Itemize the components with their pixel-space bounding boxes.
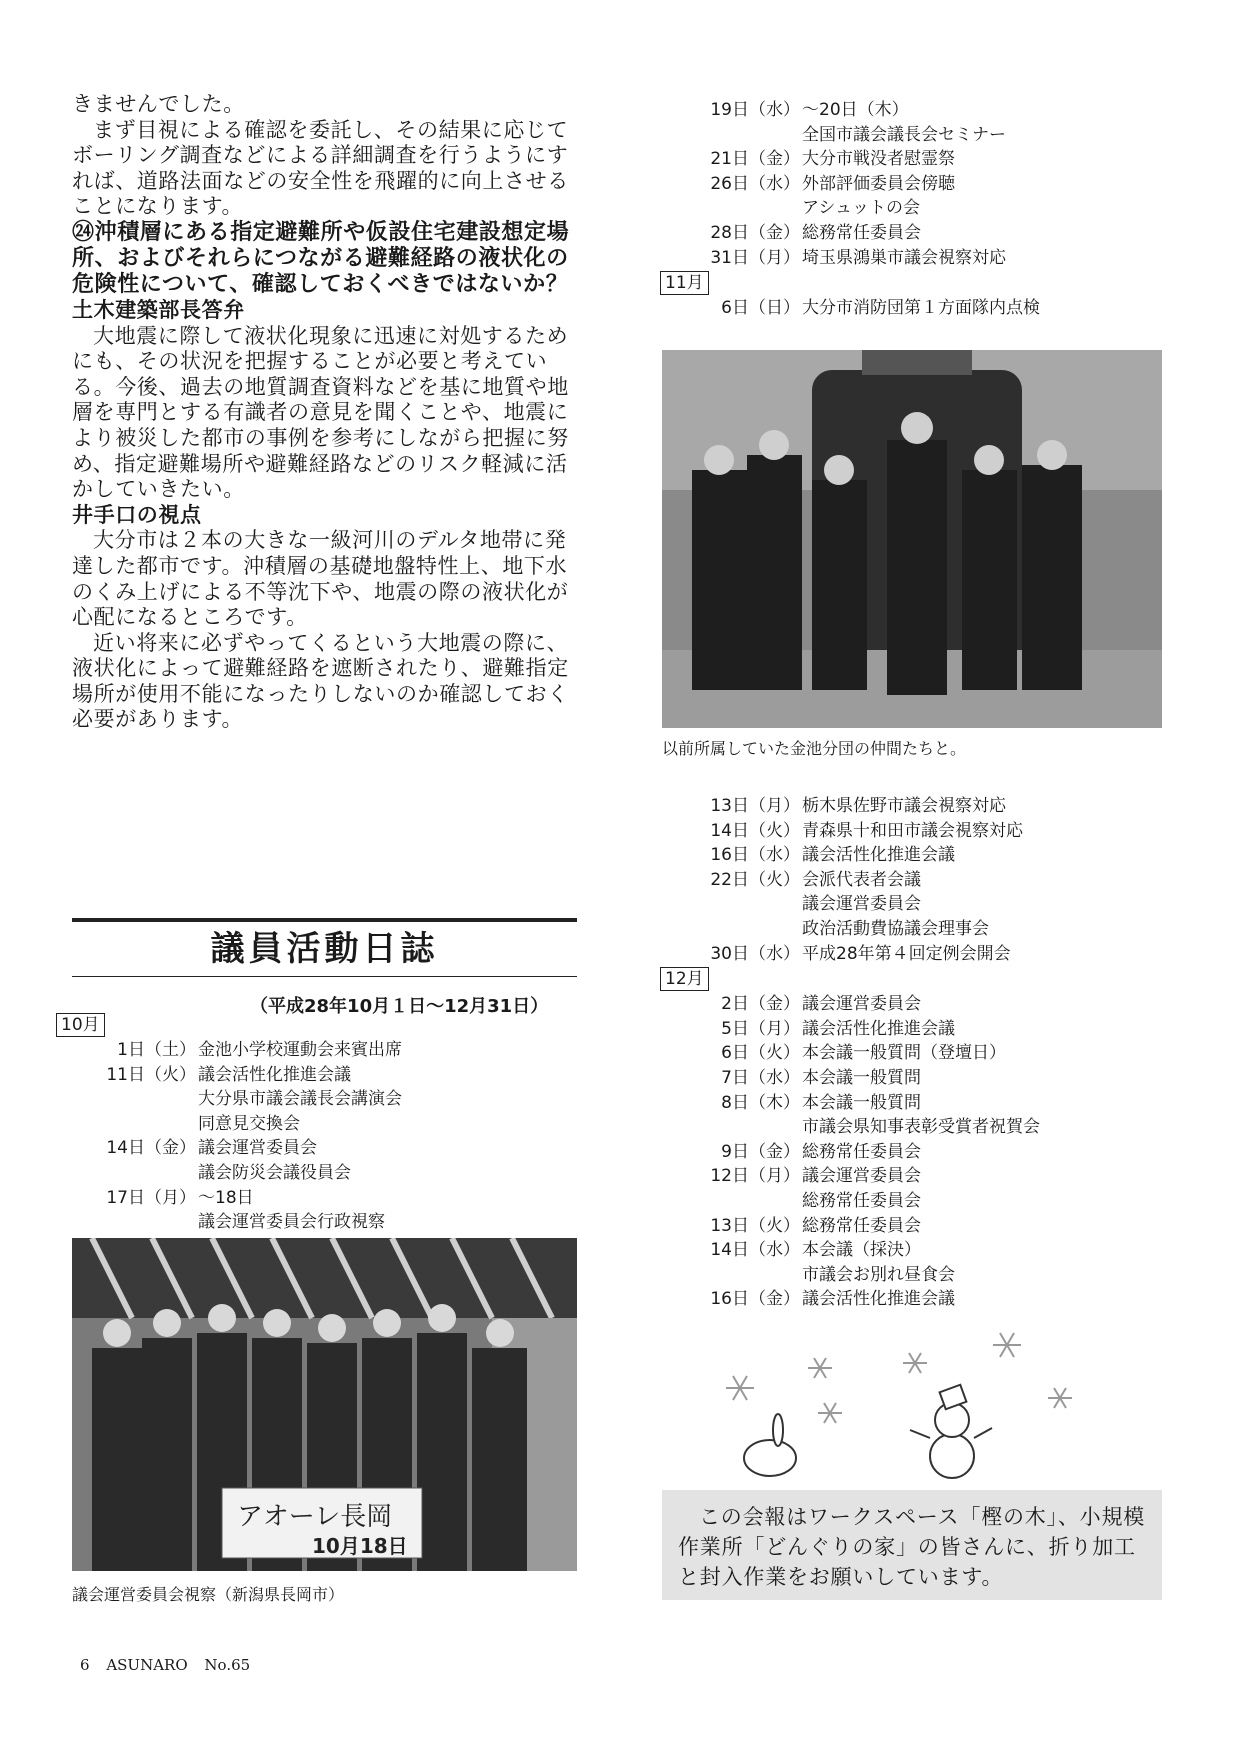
diary-event: 大分県市議会議長会講演会 [198, 1089, 402, 1110]
rabbit-icon [744, 1414, 796, 1476]
diary-entry [660, 794, 1175, 819]
diary-date: 13日（月） [710, 796, 800, 816]
diary-entry [660, 1164, 1175, 1189]
diary-event: 議会運営委員会 [802, 894, 921, 915]
diary-event: 議会運営委員会 [198, 1138, 317, 1159]
diary-entry [660, 992, 1175, 1017]
diary-date: 19日（水） [710, 100, 800, 120]
diary-entry [660, 1115, 1175, 1140]
diary-date: 31日（月） [710, 247, 800, 268]
diary-event: 議会運営委員会行政視察 [198, 1212, 385, 1233]
firefighters-photo [662, 350, 1162, 728]
photo-sign-date: 10月18日 [312, 1534, 408, 1558]
article-body [72, 92, 580, 733]
diary-event: 市議会県知事表彰受賞者祝賀会 [802, 1117, 1040, 1138]
month-label-december: 12月 [660, 967, 709, 991]
diary-entry [660, 1091, 1175, 1116]
diary-date: 14日（水） [710, 1240, 800, 1261]
snowflake-icon [726, 1333, 1072, 1423]
diary-entry [56, 1112, 576, 1137]
diary-event: 平成28年第４回定例会開会 [802, 943, 1011, 964]
diary-entry [660, 172, 1175, 197]
diary-list [660, 98, 1175, 270]
diary-entry [660, 819, 1175, 844]
diary-date: 1日（土） [117, 1040, 196, 1060]
diary-entry [660, 1238, 1175, 1263]
viewpoint-heading: 井手口の視点 [72, 502, 202, 527]
page-number: 6 [80, 1656, 90, 1674]
diary-date: 16日（金） [710, 1289, 800, 1310]
diary-date: 14日（火） [710, 820, 800, 841]
diary-entry [56, 1087, 576, 1112]
diary-event: 外部評価委員会傍聴 [802, 173, 955, 194]
diary-event: 議会活性化推進会議 [802, 1018, 955, 1039]
diary-event: 市議会お別れ昼食会 [802, 1264, 955, 1285]
issue-number: No.65 [204, 1656, 251, 1674]
diary-date: 6日（火） [721, 1043, 800, 1064]
diary-date: 12日（月） [710, 1166, 800, 1187]
diary-date: 11日（火） [106, 1064, 196, 1085]
diary-event: 大分市消防団第１方面隊内点検 [802, 298, 1040, 319]
diary-october [56, 1012, 576, 1235]
diary-entry [660, 1214, 1175, 1239]
diary-event: 総務常任委員会 [802, 1190, 921, 1211]
diary-date: 7日（水） [721, 1067, 800, 1088]
diary-entry [660, 246, 1175, 271]
diary-event: 本会議一般質問（登壇日） [802, 1043, 1006, 1064]
diary-event: 全国市議会議長会セミナー [802, 124, 1006, 145]
answer-heading: 土木建築部長答弁 [72, 297, 245, 322]
diary-entry [660, 221, 1175, 246]
diary-entry [56, 1063, 576, 1088]
diary-date: 14日（金） [106, 1138, 196, 1159]
firefighters-photo-caption: 以前所属していた金池分団の仲間たちと。 [662, 739, 967, 758]
diary-entry [56, 1161, 576, 1186]
diary-date: 30日（水） [710, 943, 800, 964]
diary-entry [56, 1186, 576, 1211]
diary-event: 総務常任委員会 [802, 1141, 921, 1162]
diary-event: 埼玉県鴻巣市議会視察対応 [802, 247, 1006, 268]
diary-list [660, 992, 1175, 1312]
diary-event: ～20日（木） [802, 100, 909, 120]
diary-event: 同意見交換会 [198, 1113, 300, 1134]
diary-event: 青森県十和田市議会視察対応 [802, 820, 1023, 841]
diary-entry [660, 147, 1175, 172]
diary-list [660, 296, 1175, 321]
snowman-icon [910, 1385, 992, 1478]
diary-event: 会派代表者会議 [802, 869, 921, 890]
diary-date: 26日（水） [710, 173, 800, 194]
diary-date: 9日（金） [721, 1141, 800, 1162]
diary-entry [660, 942, 1175, 967]
diary-entry [660, 843, 1175, 868]
diary-event: 総務常任委員会 [802, 222, 921, 243]
publication-name: ASUNARO [106, 1656, 188, 1674]
nagaoka-photo-caption: 議会運営委員会視察（新潟県長岡市） [72, 1585, 345, 1604]
diary-event: 大分市戦没者慰霊祭 [802, 149, 955, 170]
winter-illustration [700, 1318, 1120, 1483]
diary-entry [660, 296, 1175, 321]
diary-event: 本会議一般質問 [802, 1067, 921, 1088]
paragraph: まず目視による確認を委託し、その結果に応じてボーリング調査などによる詳細調査を行うようにすれば、道路法面などの安全性を飛躍的に向上させることになります。 [72, 117, 569, 219]
diary-date: 8日（木） [721, 1092, 800, 1113]
diary-event: 議会活性化推進会議 [802, 1289, 955, 1310]
diary-entry [56, 1210, 576, 1235]
diary-date: 21日（金） [710, 149, 800, 170]
photo-sign-text: アオーレ長岡 [237, 1502, 393, 1532]
diary-entry [660, 1041, 1175, 1066]
diary-event: 本会議一般質問 [802, 1092, 921, 1113]
diary-event: ～18日 [198, 1187, 254, 1208]
diary-november-december [660, 794, 1175, 1312]
diary-event: 本会議（採決） [802, 1240, 921, 1261]
diary-entry [660, 1140, 1175, 1165]
diary-date: 6日（日） [721, 298, 800, 319]
diary-event: アシュットの会 [802, 198, 920, 219]
diary-entry [660, 892, 1175, 917]
page-footer [80, 1656, 262, 1674]
diary-event: 議会運営委員会 [802, 994, 921, 1015]
diary-entry [56, 1038, 576, 1063]
diary-date: 2日（金） [721, 994, 800, 1015]
diary-date: 16日（水） [710, 845, 800, 866]
diary-list [56, 1038, 576, 1235]
diary-event: 総務常任委員会 [802, 1215, 921, 1236]
diary-entry [660, 1017, 1175, 1042]
diary-entry [56, 1136, 576, 1161]
viewpoint-text: 大分市は２本の大きな一級河川のデルタ地帯に発達した都市です。沖積層の基礎地盤特性上、地下水のくみ上げによる不等沈下や、地震の際の液状化が心配になるところです。 [72, 528, 569, 630]
month-label-october: 10月 [56, 1013, 105, 1037]
question-heading: ㉔沖積層にある指定避難所や仮設住宅建設想定場所、およびそれらにつながる避難経路の液状化の危険性について、確認しておくべきではないか？ [72, 219, 570, 297]
diary-event: 議会活性化推進会議 [198, 1064, 351, 1085]
diary-entry [660, 98, 1175, 123]
diary-event: 栃木県佐野市議会視察対応 [802, 796, 1006, 816]
diary-date: 13日（火） [710, 1215, 800, 1236]
diary-entry [660, 1189, 1175, 1214]
diary-list [660, 794, 1175, 966]
diary-date: 22日（火） [710, 869, 800, 890]
nagaoka-photo [72, 1238, 577, 1571]
month-label-november: 11月 [660, 271, 709, 295]
diary-event: 金池小学校運動会来賓出席 [198, 1040, 402, 1060]
diary-date: 28日（金） [710, 222, 800, 243]
diary-event: 議会運営委員会 [802, 1166, 921, 1187]
diary-date: 17日（月） [106, 1187, 196, 1208]
notice-box: この会報はワークスペース「樫の木」、小規模作業所「どんぐりの家」の皆さんに、折り加工と封入作業をお願いしています。 [662, 1490, 1162, 1600]
diary-date: 5日（月） [721, 1018, 800, 1039]
answer-text: 大地震に際して液状化現象に迅速に対処するためにも、その状況を把握することが必要と考えている。今後、過去の地質調査資料などを基に地質や地層を専門とする有識者の意見を聞くことや、地震により被災した都市の事例を参考にしながら把握に努め、指定避難場所や避難経路などのリスク軽減に活かしていきたい。 [72, 323, 569, 502]
diary-entry [660, 868, 1175, 893]
diary-entry [660, 1287, 1175, 1312]
diary-entry [660, 917, 1175, 942]
paragraph: きませんでした。 [72, 92, 245, 116]
diary-october-continued [660, 98, 1175, 321]
diary-event: 議会活性化推進会議 [802, 845, 955, 866]
diary-event: 政治活動費協議会理事会 [802, 918, 989, 939]
diary-entry [660, 123, 1175, 148]
diary-event: 議会防災会議役員会 [198, 1162, 351, 1183]
diary-entry [660, 196, 1175, 221]
diary-entry [660, 1066, 1175, 1091]
diary-entry [660, 1263, 1175, 1288]
viewpoint-text: 近い将来に必ずやってくるという大地震の際に、液状化によって避難経路を遮断されたり、避難指定場所が使用不能になったりしないのか確認しておく必要があります。 [72, 630, 569, 732]
diary-title: 議員活動日誌 [72, 918, 577, 977]
diary-period: （平成28年10月１日～12月31日） [250, 996, 549, 1017]
